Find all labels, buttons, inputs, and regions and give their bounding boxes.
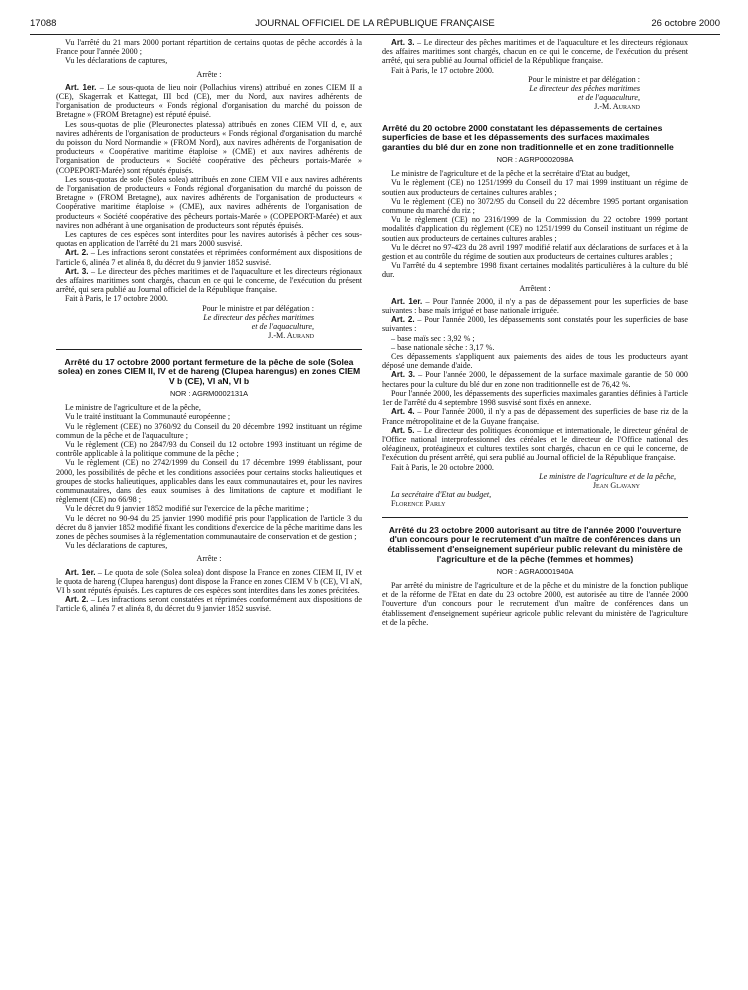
article-5: Art. 5. – Le directeur des politiques économique et internationale, le directeur général de l'Office national interprofessionnel des céréales et le directeur de l'Office national des oléagineux, protéagineux et cultures textiles sont chargés, chacun en ce qui le concerne, de l'exécution du présent arrêté, qui sera publié au Journal officiel de la République française.: [382, 425, 688, 463]
paragraph: Vu le décret no 90-94 du 25 janvier 1990 modifié pris pour l'application de l'article 3 du décret du 8 janvier 1852 modifié fixant les conditions d'exercice de la pêche maritime dans les zones de pêches soumises à la réglementation communautaire de conservation et de gestion ;: [56, 513, 362, 541]
paragraph: Vu le décret no 97-423 du 28 avril 1997 modifié relatif aux déclarations de surfaces et à la gestion et au contrôle du régime de soutien aux producteurs de certaines cultures arables ;: [382, 242, 688, 262]
article-1: Art. 1er. – Le quota de sole (Solea solea) dont dispose la France en zones CIEM II, IV et le quota de hareng (Clupea harengus) dont dispose la France en zones CIEM V b (CE), VI aN, VI b sont réputés épuisés. Les captures de ces espèces sont interdites dans les zones précitées.: [56, 567, 362, 595]
article-label: Art. 3.: [391, 38, 415, 47]
paragraph: Vu le règlement (CE) no 3072/95 du Conseil du 22 décembre 1995 portant organisation commune du marché du riz ;: [382, 196, 688, 216]
signature-line: et de l'aquaculture,: [577, 93, 640, 103]
signature-name: Florence Parly: [391, 499, 446, 509]
paragraph: Ces dépassements s'appliquent aux paiements des aides de tous les producteurs ayant déposé une demande d'aide.: [382, 352, 688, 371]
article-label: Art. 2.: [65, 595, 89, 605]
arrete-heading: Arrête :: [196, 69, 222, 79]
article-2: Art. 2. – Pour l'année 2000, les dépassements sont constatés pour les superficies de base suivantes :: [382, 315, 688, 334]
paragraph: Vu l'arrêté du 4 septembre 1998 fixant certaines modalités particulières à la culture du blé dur.: [382, 261, 688, 280]
article-label: Art. 2.: [65, 248, 89, 258]
signature-line: Le directeur des pêches maritimes: [529, 84, 640, 94]
page-number: 17088: [30, 18, 57, 29]
signature-name: Jean Glavany: [592, 480, 640, 490]
article-1: Art. 1er. – Pour l'année 2000, il n'y a pas de dépassement pour les superficies de base suivantes : base maïs irrigué et base nationale irriguée.: [382, 296, 688, 316]
issue-date: 26 octobre 2000: [651, 18, 720, 29]
fait-line: Fait à Paris, le 20 octobre 2000.: [391, 462, 494, 472]
paragraph: Vu le règlement (CE) no 2847/93 du Conseil du 12 octobre 1993 instituant un régime de contrôle applicable à la politique commune de la pêche ;: [56, 439, 362, 459]
article-label: Art. 1er.: [65, 82, 97, 92]
journal-title: JOURNAL OFFICIEL DE LA RÉPUBLIQUE FRANÇAISE: [255, 18, 495, 29]
nor-reference: NOR : AGRA0001940A: [496, 566, 574, 576]
article-label: Art. 3.: [391, 370, 415, 380]
paragraph: Les sous-quotas de sole (Solea solea) attribués en zone CIEM VII e aux navires adhérents de l'organisation de producteurs « Fonds régional d'organisation du marché du poisson de Bretagne » (FROM Bretagne), aux navires adhérents de l'organisation de producteurs « Coopérative maritime étaploise » (CME), aux navires adhérents de l'organisation de producteurs « Société coopérative des pêcheurs portais-Marée » (COPEPORT-Marée) et aux navires non adhérant à une organisation de producteurs sont réputés épuisés.: [56, 174, 362, 230]
signature-line: Le directeur des pêches maritimes: [203, 312, 314, 322]
paragraph: Vu les déclarations de captures,: [65, 56, 168, 66]
article-2: Art. 2. – Les infractions seront constatées et réprimées conformément aux dispositions de l'article 6, alinéa 7 et alinéa 8, du décret du 9 janvier 1852 susvisé.: [56, 595, 362, 614]
page-header: [30, 18, 720, 32]
decree-title: Arrêté du 17 octobre 2000 portant fermeture de la pêche de sole (Solea solea) en zones CIEM II, IV et de hareng (Clupea harengus) en zones CIEM V b (CE), VI aN, VI b: [57, 356, 361, 387]
header-rule: [30, 34, 720, 35]
paragraph: Vu les déclarations de captures,: [65, 541, 168, 551]
left-column: [56, 38, 362, 614]
article-3: Art. 3. – Le directeur des pêches maritimes et de l'aquaculture et les directeurs régionaux des affaires maritimes sont chargés, chacun en ce qui le concerne, de l'exécution du présent arrêté, qui sera publié au Journal officiel de la République française.: [56, 266, 362, 295]
paragraph: Vu le règlement (CE) no 2316/1999 de la Commission du 22 octobre 1999 portant modalités d'application du règlement (CE) no 1251/1999 du Conseil instituant un régime de soutien aux producteurs de certaines cultures arables ;: [382, 215, 688, 243]
right-column: [382, 38, 688, 627]
article-label: Art. 3.: [65, 266, 89, 276]
paragraph: Vu le règlement (CE) no 1251/1999 du Conseil du 17 mai 1999 instituant un régime de soutien aux producteurs de certaines cultures arables ;: [382, 178, 688, 197]
paragraph: Vu le traité instituant la Communauté européenne ;: [65, 412, 231, 422]
paragraph: Vu le règlement (CEE) no 3760/92 du Conseil du 20 décembre 1992 instituant un régime commun de la pêche et de l'aquaculture ;: [56, 421, 362, 440]
paragraph: Par arrêté du ministre de l'agriculture et de la pêche et du ministre de la fonction publique et de la réforme de l'Etat en date du 23 octobre 2000, est autorisée au titre de l'année 2000 l'ouverture d'un concours pour le recrutement d'un maître de conférences dans un établissement d'enseignement supérieur agricole public relevant du ministère de l'agriculture et de la pêche.: [382, 580, 688, 627]
paragraph: Vu le règlement (CE) no 2742/1999 du Conseil du 17 décembre 1999 établissant, pour 2000, les possibilités de pêche et les conditions associées pour certains stocks halieutiques et groupes de stocks halieutiques, applicables dans les eaux communautaires et, pour les navires communautaires, dans des eaux soumises à des limitations de capture et modifiant le règlement (CE) no 66/98 ;: [56, 458, 362, 505]
nor-reference: NOR : AGRM0002131A: [169, 388, 249, 398]
article-1: Art. 1er. – Le sous-quota de lieu noir (Pollachius virens) attribué en zones CIEM II a (CE), Skagerrak et Kattegat, III bcd (CE), mer du Nord, aux navires adhérents de l'organisation de producteurs « Fonds régional d'organisation du marché du poisson de Bretagne » (FROM Bretagne) est réputé épuisé.: [56, 82, 362, 120]
decree-title: Arrêté du 23 octobre 2000 autorisant au titre de l'année 2000 l'ouverture d'un concours pour le recrutement d'un maître de conférences dans un établissement d'enseignement supérieur public relevant du ministère de l'agriculture et de la pêche (femmes et hommes): [387, 524, 683, 564]
nor-reference: NOR : AGRP0002098A: [496, 155, 574, 165]
paragraph: Les sous-quotas de plie (Pleuronectes platessa) attribués en zones CIEM VII d, e, aux navires adhérents de l'organisation de producteurs « Fonds régional d'organisation du marché du poisson du Nord Normandie » (FROM Nord), aux navires adhérents de l'organisation de producteurs « Coopérative maritime étaploise » (CME) et aux navires adhérents de l'organisation de producteurs « Société coopérative des pêcheurs portais-Marée » (COPEPORT-Marée) sont réputés épuisés.: [56, 119, 362, 175]
paragraph: Pour l'année 2000, les dépassements des superficies maximales garanties définies à l'article 1er de l'arrêté du 4 septembre 1998 susvisé sont fixés en annexe.: [382, 388, 688, 408]
article-3: Art. 3. – Le directeur des pêches maritimes et de l'aquaculture et les directeurs régionaux des affaires maritimes sont chargés, chacun en ce qui le concerne, de l'exécution du présent arrêté, qui sera publié au Journal officiel de la République française.: [382, 38, 688, 66]
list-item: – base nationale sèche : 3,17 %.: [391, 342, 495, 352]
fait-line: Fait à Paris, le 17 octobre 2000.: [391, 65, 494, 75]
signature-line: Pour le ministre et par délégation :: [528, 74, 640, 84]
signature-name: J.-M. Aurand: [594, 102, 640, 112]
article-label: Art. 1er.: [391, 296, 423, 306]
article-label: Art. 2.: [391, 315, 415, 325]
signature-line: La secrétaire d'Etat au budget,: [391, 490, 492, 500]
article-label: Art. 1er.: [65, 567, 96, 577]
article-label: Art. 5.: [391, 425, 415, 435]
paragraph: Le ministre de l'agriculture et de la pêche et la secrétaire d'Etat au budget,: [391, 169, 630, 179]
list-item: – base maïs sec : 3,92 % ;: [391, 333, 475, 343]
article-label: Art. 4.: [391, 407, 415, 417]
article-4: Art. 4. – Pour l'année 2000, il n'y a pas de dépassement des superficies de base riz de la France métropolitaine et de la Guyane française.: [382, 407, 688, 426]
fait-line: Fait à Paris, le 17 octobre 2000.: [65, 294, 168, 304]
arrete-heading: Arrête :: [196, 554, 222, 564]
signature-line: Pour le ministre et par délégation :: [202, 303, 314, 313]
decree-title: Arrêté du 20 octobre 2000 constatant les dépassements de certaines superficies de base et les dépassements des surfaces maximales garanties du blé dur en zone non traditionnelle et en zone traditionnelle: [382, 122, 674, 153]
article-2: Art. 2. – Les infractions seront constatées et réprimées conformément aux dispositions de l'article 6, alinéa 7 et alinéa 8, du décret du 9 janvier 1852 susvisé.: [56, 248, 362, 267]
paragraph: Les captures de ces espèces sont interdites pour les navires autorisés à pêcher ces sous-quotas en application de l'arrêté du 21 mars 2000 susvisé.: [56, 230, 362, 249]
signature-line: Le ministre de l'agriculture et de la pêche,: [539, 471, 676, 481]
paragraph: Le ministre de l'agriculture et de la pêche,: [65, 403, 201, 413]
arretent-heading: Arrêtent :: [519, 283, 551, 293]
signature-name: J.-M. Aurand: [268, 331, 314, 341]
paragraph: Vu le décret du 9 janvier 1852 modifié sur l'exercice de la pêche maritime ;: [65, 504, 309, 514]
signature-line: et de l'aquaculture,: [251, 322, 314, 332]
paragraph: Vu l'arrêté du 21 mars 2000 portant répartition de certains quotas de pêche accordés à la France pour l'année 2000 ;: [56, 38, 362, 57]
article-3: Art. 3. – Pour l'année 2000, le dépassement de la surface maximale garantie de 50 000 hectares pour la culture du blé dur en zone non traditionnelle est de 76,42 %.: [382, 370, 688, 389]
